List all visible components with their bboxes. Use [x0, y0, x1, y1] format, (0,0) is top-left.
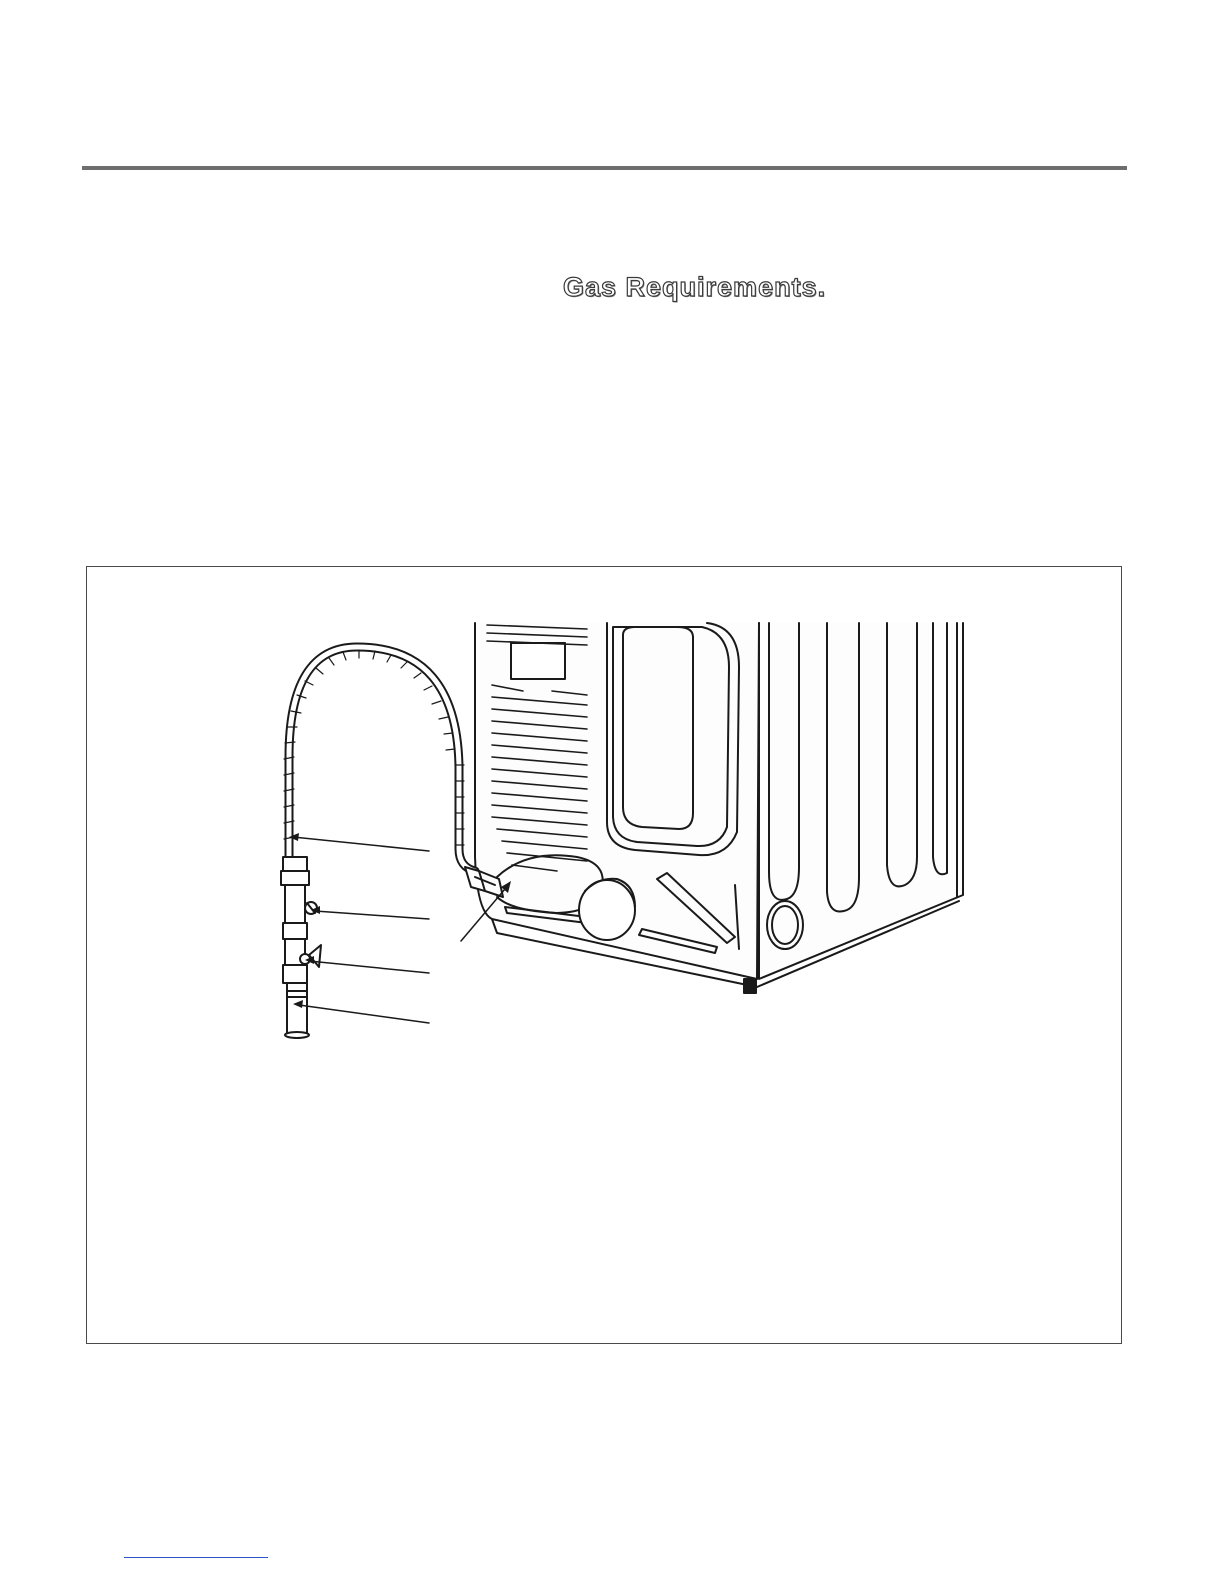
footer-link-underline[interactable]	[124, 1557, 268, 1558]
callout-lines	[293, 837, 505, 1023]
dryer-gas-connection-illustration	[87, 567, 1123, 1345]
shutoff-valve	[305, 902, 317, 914]
exhaust-outlet	[579, 879, 635, 940]
dryer-cabinet	[475, 623, 963, 993]
header-divider	[82, 166, 1127, 170]
section-heading: Gas Requirements.	[563, 272, 827, 302]
flexible-gas-hose	[284, 647, 475, 871]
figure-frame	[86, 566, 1122, 1344]
gas-supply-pipe	[285, 983, 309, 1038]
